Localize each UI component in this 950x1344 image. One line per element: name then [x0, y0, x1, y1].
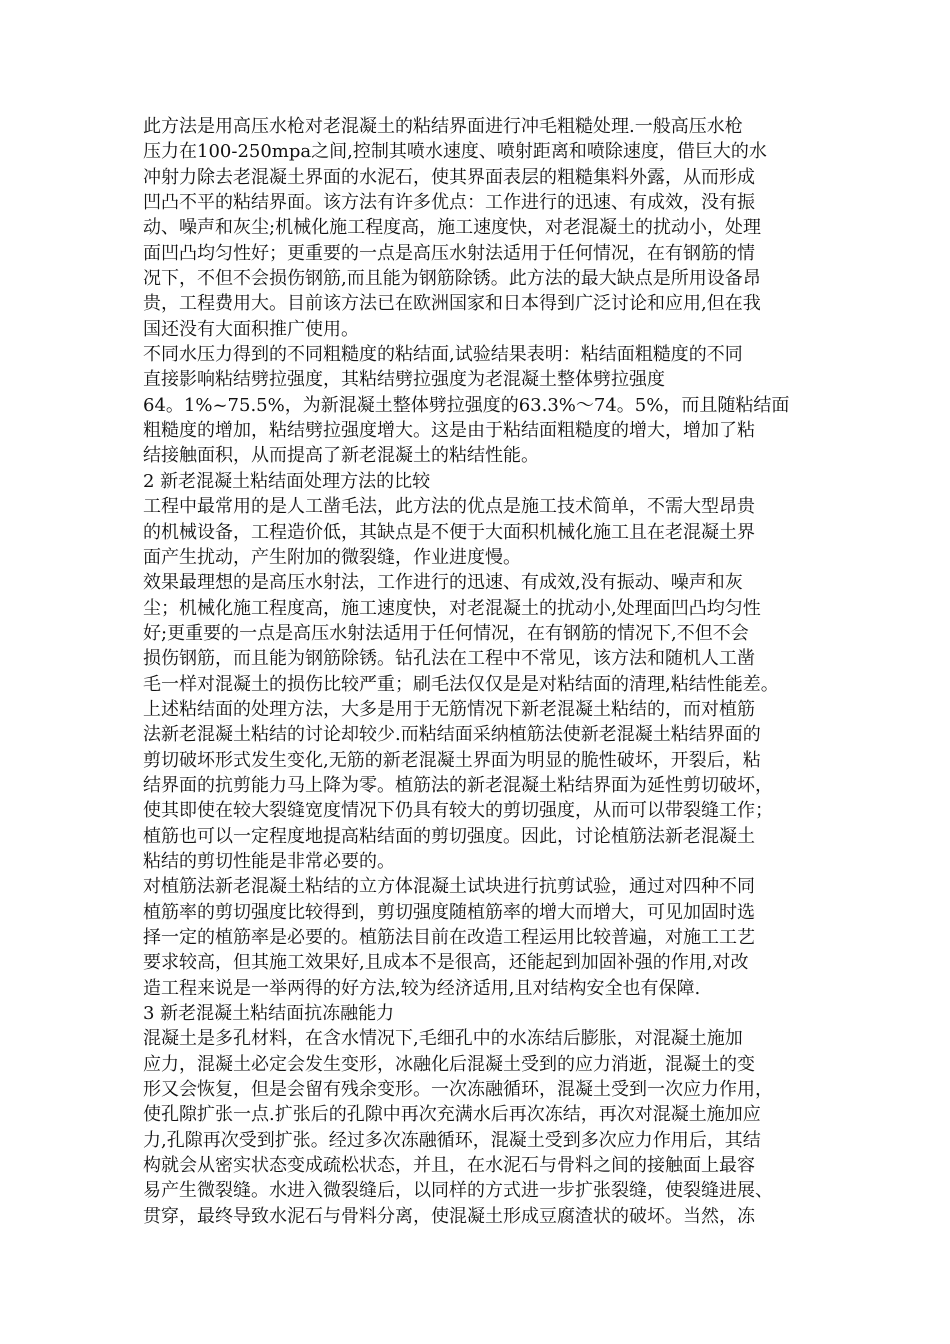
- text-line: 植筋率的剪切强度比较得到，剪切强度随植筋率的增大而增大，可见加固时选: [143, 901, 755, 923]
- text-line: 形又会恢复，但是会留有残余变形。一次冻融循环，混凝土受到一次应力作用，: [143, 1079, 773, 1101]
- text-line: 面凹凸均匀性好；更重要的一点是高压水射法适用于任何情况，在有钢筋的情: [143, 242, 755, 264]
- text-line: 直接影响粘结劈拉强度，其粘结劈拉强度为老混凝土整体劈拉强度: [143, 369, 665, 391]
- text-line: 结接触面积，从而提高了新老混凝土的粘结性能。: [143, 445, 539, 467]
- text-line: 3 新老混凝土粘结面抗冻融能力: [143, 1003, 395, 1025]
- text-line: 工程中最常用的是人工凿毛法，此方法的优点是施工技术简单，不需大型昂贵: [143, 496, 755, 518]
- text-line: 力,孔隙再次受到扩张。经过多次冻融循环，混凝土受到多次应力作用后，其结: [143, 1129, 761, 1151]
- text-line: 使其即使在较大裂缝宽度情况下仍具有较大的剪切强度，从而可以带裂缝工作；: [143, 800, 773, 822]
- text-line: 上述粘结面的处理方法，大多是用于无筋情况下新老混凝土粘结的，而对植筋: [143, 698, 755, 720]
- text-line: 好;更重要的一点是高压水射法适用于任何情况，在有钢筋的情况下,不但不会: [143, 622, 749, 644]
- text-line: 贵，工程费用大。目前该方法已在欧洲国家和日本得到广泛讨论和应用,但在我: [143, 293, 761, 315]
- text-line: 粘结的剪切性能是非常必要的。: [143, 850, 395, 872]
- text-line: 择一定的植筋率是必要的。植筋法目前在改造工程运用比较普遍，对施工工艺: [143, 927, 755, 948]
- text-line: 效果最理想的是高压水射法，工作进行的迅速、有成效,没有振动、噪声和灰: [143, 572, 743, 594]
- text-line: 使孔隙扩张一点.扩张后的孔隙中再次充满水后再次冻结，再次对混凝土施加应: [143, 1104, 761, 1126]
- text-line: 况下，不但不会损伤钢筋,而且能为钢筋除锈。此方法的最大缺点是所用设备昂: [143, 268, 761, 290]
- text-line: 冲射力除去老混凝土界面的水泥石，使其界面表层的粗糙集料外露，从而形成: [143, 166, 755, 188]
- text-line: 粗糙度的增加，粘结劈拉强度增大。这是由于粘结面粗糙度的增大，增加了粘: [143, 420, 755, 442]
- text-line: 的机械设备，工程造价低，其缺点是不便于大面积机械化施工且在老混凝土界: [143, 521, 755, 543]
- text-line: 国还没有大面积推广使用。: [143, 318, 359, 340]
- text-line: 不同水压力得到的不同粗糙度的粘结面,试验结果表明：粘结面粗糙度的不同: [143, 344, 743, 366]
- text-line: 法新老混凝土粘结的讨论却较少.而粘结面采纳植筋法使新老混凝土粘结界面的: [143, 724, 761, 746]
- text-line: 2 新老混凝土粘结面处理方法的比较: [143, 470, 431, 492]
- text-line: 动、噪声和灰尘;机械化施工程度高，施工速度快，对老混凝土的扰动小，处理: [143, 217, 762, 239]
- text-line: 对植筋法新老混凝土粘结的立方体混凝土试块进行抗剪试验，通过对四种不同: [143, 876, 755, 898]
- text-line: 结界面的抗剪能力马上降为零。植筋法的新老混凝土粘结界面为延性剪切破坏，: [143, 774, 773, 796]
- text-line: 64。1%~75.5%，为新混凝土整体劈拉强度的63.3%～74。5%，而且随粘结面: [143, 394, 790, 416]
- text-line: 此方法是用高压水枪对老混凝土的粘结界面进行冲毛粗糙处理.一般高压水枪: [143, 116, 743, 137]
- text-line: 尘；机械化施工程度高，施工速度快，对老混凝土的扰动小,处理面凹凸均匀性: [143, 597, 761, 619]
- text-line: 应力，混凝土必定会发生变形，冰融化后混凝土受到的应力消逝，混凝土的变: [143, 1053, 755, 1075]
- text-line: 造工程来说是一举两得的好方法,较为经济适用,且对结构安全也有保障.: [143, 977, 701, 999]
- text-line: 贯穿，最终导致水泥石与骨料分离，使混凝土形成豆腐渣状的破坏。当然，冻: [143, 1205, 755, 1227]
- text-line: 损伤钢筋，而且能为钢筋除锈。钻孔法在工程中不常见，该方法和随机人工凿: [143, 648, 755, 670]
- text-line: 植筋也可以一定程度地提高粘结面的剪切强度。因此，讨论植筋法新老混凝土: [143, 825, 755, 847]
- text-line: 剪切破坏形式发生变化,无筋的新老混凝土界面为明显的脆性破坏，开裂后，粘: [143, 749, 761, 771]
- text-line: 构就会从密实状态变成疏松状态，并且，在水泥石与骨料之间的接触面上最容: [143, 1155, 755, 1177]
- text-line: 压力在100-250mpa之间,控制其喷水速度、喷射距离和喷除速度，借巨大的水: [143, 141, 767, 163]
- text-line: 要求较高，但其施工效果好,且成本不是很高，还能起到加固补强的作用,对改: [143, 952, 749, 974]
- text-line: 凹凸不平的粘结界面。该方法有许多优点：工作进行的迅速、有成效，没有振: [143, 192, 755, 214]
- text-line: 面产生扰动，产生附加的微裂缝，作业进度慢。: [143, 546, 521, 568]
- text-line: 毛一样对混凝土的损伤比较严重；刷毛法仅仅是是对粘结面的清理,粘结性能差。: [143, 673, 779, 695]
- text-line: 混凝土是多孔材料，在含水情况下,毛细孔中的水冻结后膨胀，对混凝土施加: [143, 1028, 743, 1050]
- text-line: 易产生微裂缝。水进入微裂缝后，以同样的方式进一步扩张裂缝，使裂缝进展、: [143, 1180, 773, 1202]
- document-body: [143, 114, 815, 1229]
